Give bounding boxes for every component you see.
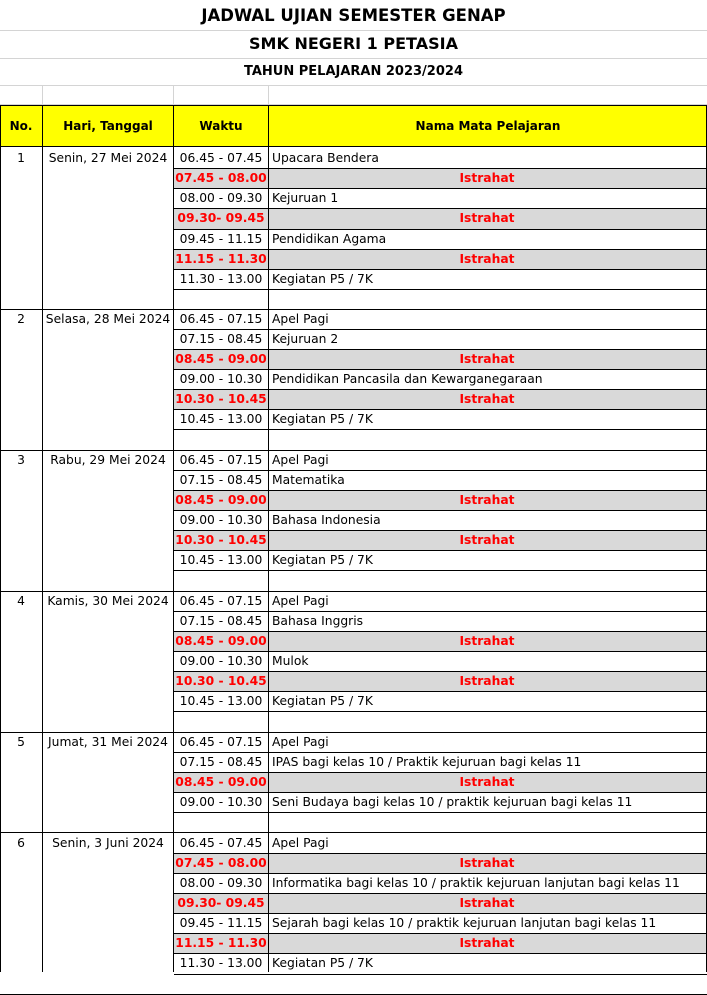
day-date: Rabu, 29 Mei 2024 <box>50 452 166 467</box>
session-time: 07.15 - 08.45 <box>179 754 263 769</box>
column-border <box>0 105 1 972</box>
subject-name: Kegiatan P5 / 7K <box>272 694 373 709</box>
subject-name: Kegiatan P5 / 7K <box>272 553 373 568</box>
subject-name: Sejarah bagi kelas 10 / praktik kejuruan lanjutan bagi kelas 11 <box>272 916 657 931</box>
day-number: 1 <box>17 151 25 165</box>
column-border <box>268 105 269 972</box>
subject-name: Apel Pagi <box>272 734 329 749</box>
break-label: Istrahat <box>459 895 515 910</box>
subject-name: Upacara Bendera <box>272 151 379 165</box>
subject-name: Mulok <box>272 653 309 668</box>
column-border <box>42 105 43 972</box>
academic-year: TAHUN PELAJARAN 2023/2024 <box>243 64 463 79</box>
day-date: Jumat, 31 Mei 2024 <box>48 734 168 749</box>
grid-line <box>0 30 707 31</box>
subject-name: Informatika bagi kelas 10 / praktik kejuruan lanjutan bagi kelas 11 <box>272 875 680 890</box>
session-time: 07.15 - 08.45 <box>179 331 263 346</box>
subject-name: Matematika <box>272 472 345 487</box>
session-time: 07.15 - 08.45 <box>179 472 263 487</box>
column-border <box>173 105 174 972</box>
grid-line <box>42 85 43 106</box>
row-divider <box>174 711 707 712</box>
column-header-day: Hari, Tanggal <box>43 106 173 146</box>
break-label: Istrahat <box>459 633 515 648</box>
subject-name: Seni Budaya bagi kelas 10 / praktik kejuruan bagi kelas 11 <box>272 794 633 809</box>
break-label: Istrahat <box>459 211 515 226</box>
break-time: 11.15 - 11.30 <box>175 936 267 951</box>
day-number: 6 <box>17 835 25 850</box>
subject-name: Apel Pagi <box>272 311 329 326</box>
session-time: 06.45 - 07.45 <box>179 835 263 850</box>
day-number: 4 <box>17 593 25 608</box>
break-label: Istrahat <box>459 251 515 266</box>
break-label: Istrahat <box>459 936 515 951</box>
subject-name: Kejuruan 1 <box>272 191 339 206</box>
subject-name: Apel Pagi <box>272 593 329 608</box>
subject-name: Pendidikan Pancasila dan Kewarganegaraan <box>272 371 543 386</box>
session-time: 09.45 - 11.15 <box>179 916 263 931</box>
session-time: 09.00 - 10.30 <box>179 371 263 386</box>
session-time: 11.30 - 13.00 <box>179 956 263 971</box>
session-time: 08.00 - 09.30 <box>179 191 263 206</box>
subject-name: IPAS bagi kelas 10 / Praktik kejuruan bagi kelas 11 <box>272 754 582 769</box>
session-time: 06.45 - 07.15 <box>179 452 263 467</box>
subject-name: Kegiatan P5 / 7K <box>272 412 373 427</box>
break-time: 10.30 - 10.45 <box>175 533 267 548</box>
grid-line <box>0 58 707 59</box>
header-border-bottom <box>0 146 707 147</box>
break-label: Istrahat <box>459 533 515 548</box>
session-time: 10.45 - 13.00 <box>179 412 263 427</box>
break-time: 07.45 - 08.00 <box>175 855 267 870</box>
break-time: 11.15 - 11.30 <box>175 251 267 266</box>
break-time: 07.45 - 08.00 <box>175 171 267 186</box>
column-header-no: No. <box>0 106 42 146</box>
break-time: 10.30 - 10.45 <box>175 674 267 689</box>
break-label: Istrahat <box>459 855 515 870</box>
grid-line <box>0 85 707 86</box>
session-time: 06.45 - 07.45 <box>179 151 263 165</box>
break-label: Istrahat <box>459 774 515 789</box>
day-number: 5 <box>17 734 25 749</box>
break-time: 09.30- 09.45 <box>177 211 265 226</box>
break-label: Istrahat <box>459 674 515 689</box>
grid-line <box>173 85 174 106</box>
break-time: 09.30- 09.45 <box>177 895 265 910</box>
session-time: 06.45 - 07.15 <box>179 593 263 608</box>
document-title: JADWAL UJIAN SEMESTER GENAP <box>201 6 506 25</box>
day-number: 2 <box>17 311 25 326</box>
break-label: Istrahat <box>459 492 515 507</box>
break-label: Istrahat <box>459 392 515 407</box>
session-time: 06.45 - 07.15 <box>179 311 263 326</box>
row-divider <box>174 289 707 290</box>
header-border-top <box>0 105 707 106</box>
school-name: SMK NEGERI 1 PETASIA <box>249 34 458 53</box>
day-date: Senin, 27 Mei 2024 <box>48 151 168 165</box>
break-label: Istrahat <box>459 171 515 186</box>
day-date: Senin, 3 Juni 2024 <box>52 835 164 850</box>
subject-name: Kejuruan 2 <box>272 331 339 346</box>
break-time: 08.45 - 09.00 <box>175 633 267 648</box>
break-time: 08.45 - 09.00 <box>175 492 267 507</box>
break-time: 10.30 - 10.45 <box>175 392 267 407</box>
day-date: Kamis, 30 Mei 2024 <box>47 593 169 608</box>
session-time: 10.45 - 13.00 <box>179 553 263 568</box>
session-time: 08.00 - 09.30 <box>179 875 263 890</box>
day-number: 3 <box>17 452 25 467</box>
session-time: 06.45 - 07.15 <box>179 734 263 749</box>
subject-name: Pendidikan Agama <box>272 231 387 246</box>
session-time: 11.30 - 13.00 <box>179 271 263 286</box>
subject-name: Apel Pagi <box>272 835 329 850</box>
break-time: 08.45 - 09.00 <box>175 774 267 789</box>
break-label: Istrahat <box>459 351 515 366</box>
session-time: 09.00 - 10.30 <box>179 653 263 668</box>
session-time: 07.15 - 08.45 <box>179 613 263 628</box>
column-header-subject: Nama Mata Pelajaran <box>269 106 707 146</box>
column-header-time: Waktu <box>174 106 268 146</box>
grid-line <box>268 85 269 106</box>
row-divider <box>174 429 707 430</box>
row-divider <box>174 570 707 571</box>
session-time: 10.45 - 13.00 <box>179 694 263 709</box>
row-divider <box>174 812 707 813</box>
row-divider <box>174 974 707 975</box>
subject-name: Apel Pagi <box>272 452 329 467</box>
subject-name: Kegiatan P5 / 7K <box>272 271 373 286</box>
subject-name: Bahasa Indonesia <box>272 512 381 527</box>
subject-name: Bahasa Inggris <box>272 613 364 628</box>
session-time: 09.00 - 10.30 <box>179 512 263 527</box>
subject-name: Kegiatan P5 / 7K <box>272 956 373 971</box>
day-date: Selasa, 28 Mei 2024 <box>45 311 171 326</box>
session-time: 09.00 - 10.30 <box>179 794 263 809</box>
session-time: 09.45 - 11.15 <box>179 231 263 246</box>
break-time: 08.45 - 09.00 <box>175 351 267 366</box>
